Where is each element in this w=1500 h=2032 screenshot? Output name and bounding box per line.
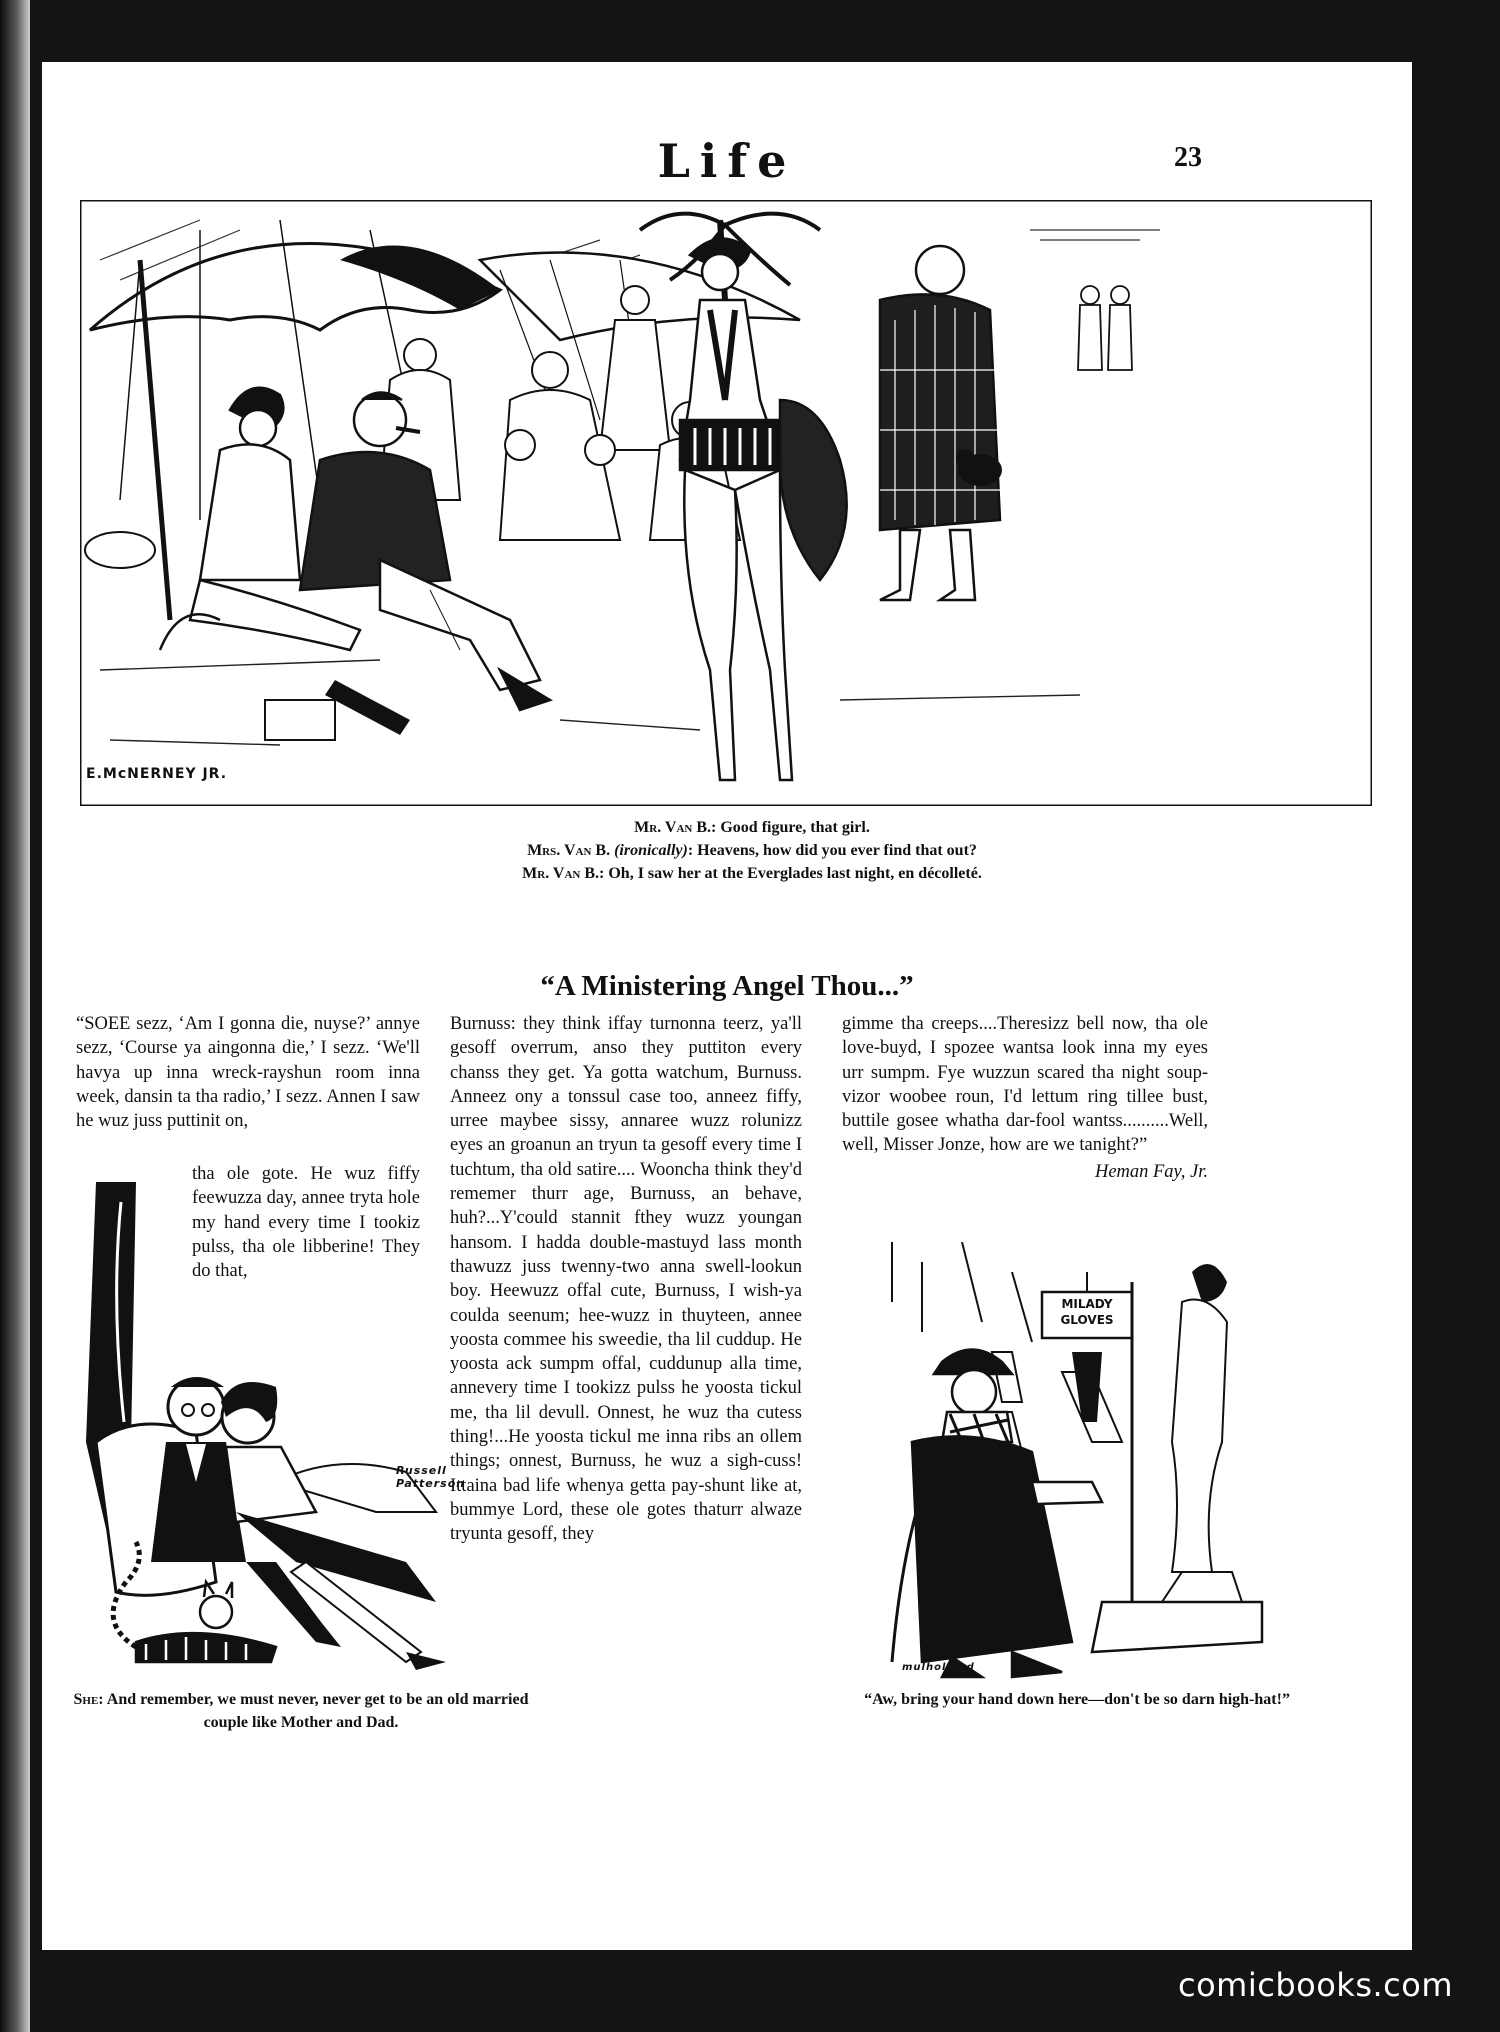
caption-line-2 xyxy=(342,839,1162,862)
caption-line-3-speaker: Mr. Van B.: xyxy=(522,865,605,882)
story-author: Heman Fay, Jr. xyxy=(1094,1161,1208,1182)
masthead-logo: Life xyxy=(657,134,797,188)
top-cartoon-caption xyxy=(342,816,1162,885)
caption-line-3 xyxy=(342,862,1162,885)
story-column-1-top xyxy=(76,1012,420,1133)
story-column-3-text: gimme tha creeps....Theresizz bell now, tha ole love-buyd, I spozee wantsa look inna my eyes urr sumpm. Fye wuzzun scared tha night soup-vizor woobee roun, I'd lettum ring tillee bust, buttile gosee whatha dar-fool wantss..........Well, well, Misser Jonze, how are we tanight?” xyxy=(842,1014,1208,1156)
story-column-1-top-text: “SOEE sezz, ‘Am I gonna die, nuyse?’ annye sezz, ‘Course ya aingonna die,’ I sezz. ‘We'll havya up inna wreck-rayshun room inna week, dansin ta tha radio,’ I sezz. Annen I saw he wuz juss puttinit on, xyxy=(76,1014,420,1132)
couple-cartoon-signature: Russell Patterson xyxy=(396,1464,466,1490)
couple-caption-speaker: She: xyxy=(73,1691,104,1708)
caption-line-2-aside: (ironically) xyxy=(614,842,688,859)
gloves-cartoon-caption: “Aw, bring your hand down here—don't be so darn high-hat!” xyxy=(864,1691,1290,1708)
magazine-page xyxy=(42,62,1412,1950)
beach-cartoon-drawing xyxy=(80,200,1372,806)
story-column-2 xyxy=(450,1012,802,1547)
adjacent-page-edge xyxy=(0,0,30,2032)
gloves-cartoon-signature: mulholland xyxy=(902,1662,975,1673)
milady-gloves-sign: MILADY GLOVES xyxy=(1060,1297,1114,1327)
top-cartoon-signature: E.McNERNEY JR. xyxy=(86,766,228,782)
caption-line-2-speaker: Mrs. Van B. xyxy=(527,842,611,859)
couple-cartoon-caption xyxy=(66,1688,536,1734)
caption-line-3-text: Oh, I saw her at the Everglades last night, en décolleté. xyxy=(604,865,982,882)
beach-cartoon xyxy=(80,200,1372,806)
page-number: 23 xyxy=(1174,142,1202,173)
couple-caption-text: And remember, we must never, never get to be an old married couple like Mother and Dad. xyxy=(103,1691,529,1731)
story-column-3 xyxy=(842,1012,1208,1184)
story-headline: “A Ministering Angel Thou...” xyxy=(540,970,914,1002)
gloves-cartoon xyxy=(862,1242,1302,1682)
story-column-1-narrow-text: tha ole gote. He wuz fiffy feewuzza day, annee tryta hole my hand every time I tookiz pulss, tha ole libberine! They do that, xyxy=(192,1164,420,1282)
caption-line-1 xyxy=(342,816,1162,839)
story-column-2-text: Burnuss: they think iffay turnonna teerz, ya'll gesoff overrum, anso they puttiton every chanss they get. Ya gotta watchum, Burnuss. Anneez ony a tonssul case too, anneez fiffy, urree maybee sissy, annaree wuzz rolunizz eyes an groanun an tryun ta gesoff every time I tuchtum, tha old satire.... Wooncha think they'd rememer thurr age, Burnuss, an behave, huh?...Y'could stannit fthey wuzz youngan hansom. I hadda double-mastuyd lass month thawuzz juss twenny-two anna swell-lookun boy. Heewuzz offal cute, Burnuss, I wish-ya coulda seenum; hee-wuzz in thuyteen, annee yoosta commee his sweedie, tha lil cuddup. He yoosta ack sumpm offal, cuddunup alla time, annevery time I tookizz pulss he yoosta tickul me, tha lil devull. Onnest, he wuz tha cutess thing!...He yoosta tickul me inna ribs an ollem things; onnest, Burnuss, he wuz a sigh-cuss! Ittaina bad life whenya getta pay-shunt like at, bummye Lord, these ole gotes thaturr alwaze tryunta gesoff, they xyxy=(450,1014,802,1545)
watermark-logo: comicbooks.com xyxy=(1178,1966,1454,2004)
caption-line-1-speaker: Mr. Van B.: xyxy=(634,819,717,836)
caption-line-1-text: Good figure, that girl. xyxy=(716,819,870,836)
caption-line-2-text: : Heavens, how did you ever find that out? xyxy=(687,842,977,859)
